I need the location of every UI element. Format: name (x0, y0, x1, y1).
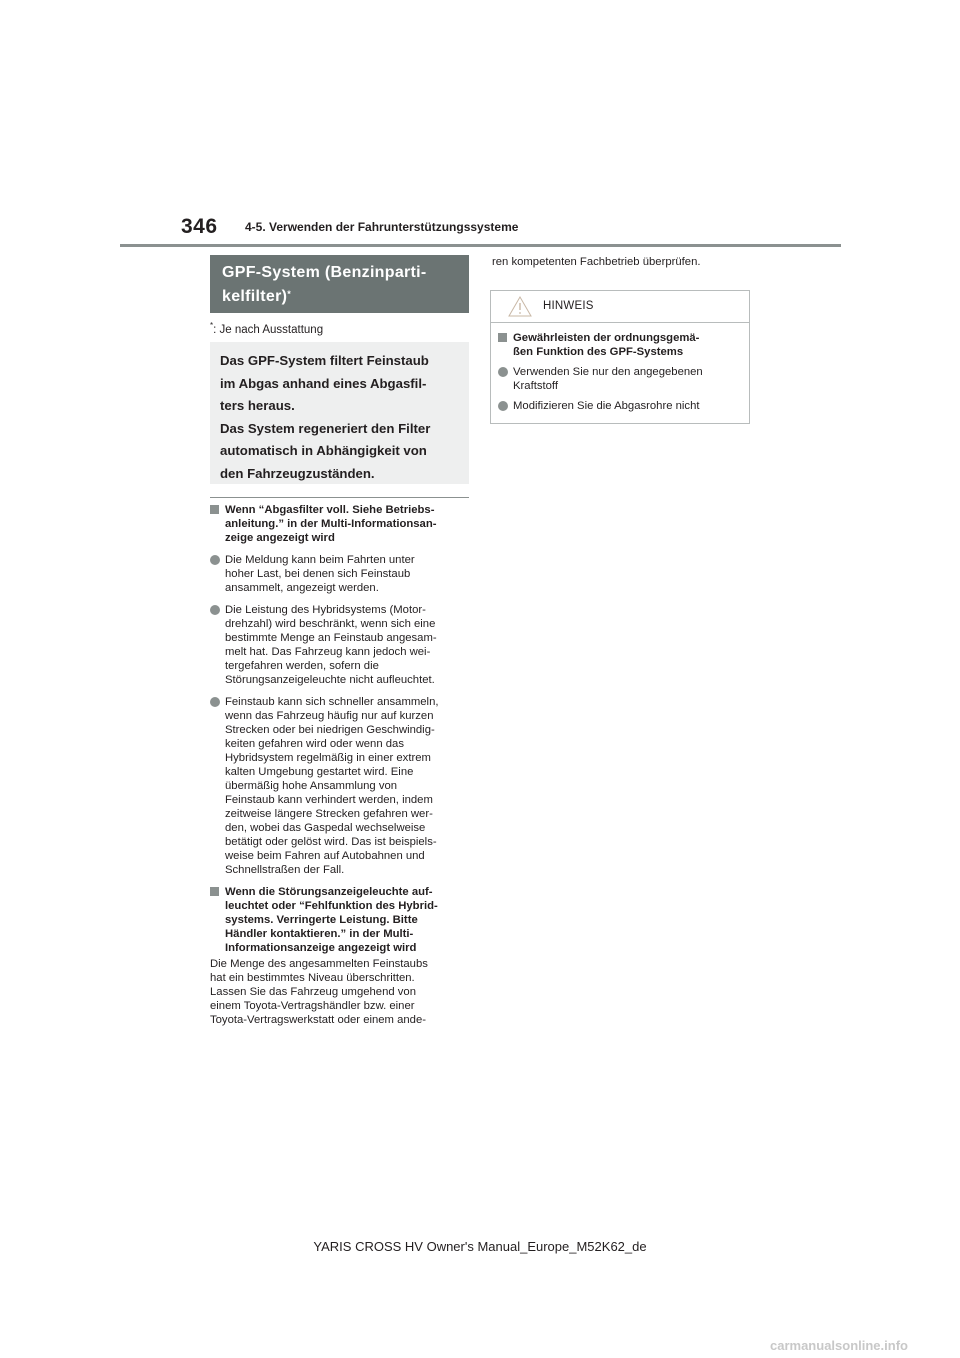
text-line: Die Leistung des Hybridsystems (Motor- (225, 604, 426, 616)
notice-body (491, 323, 749, 413)
list-item (210, 603, 470, 687)
subheading-abgasfilter (210, 503, 470, 545)
section-title-line2: kelfilter) (222, 288, 288, 305)
list-item (498, 365, 739, 393)
intro-line: Das GPF-System filtert Feinstaub (220, 353, 429, 368)
paragraph (210, 957, 470, 1027)
text-line: bestimmte Menge an Feinstaub angesam- (225, 632, 437, 644)
text-line: Störungsanzeigeleuchte nicht aufleuchtet. (225, 674, 435, 686)
circle-bullet-icon (210, 555, 220, 565)
list-item (210, 553, 470, 595)
text-line: einem Toyota-Vertragshändler bzw. einer (210, 1000, 415, 1012)
footnote-text: : Je nach Ausstattung (213, 324, 324, 336)
text-line: betätigt oder gelöst wird. Das ist beispiels- (225, 836, 437, 848)
circle-bullet-icon (498, 367, 508, 377)
text-line: Modifizieren Sie die Abgasrohre nicht (513, 400, 700, 412)
chapter-title: 4-5. Verwenden der Fahrunterstützungssysteme (245, 220, 519, 234)
watermark: carmanualsonline.info (770, 1338, 908, 1353)
square-bullet-icon (210, 887, 219, 896)
text-line: Feinstaub kann sich schneller ansammeln, (225, 696, 439, 708)
text-line: melt hat. Das Fahrzeug kann jedoch wei- (225, 646, 431, 658)
text-line: Lassen Sie das Fahrzeug umgehend von (210, 986, 416, 998)
square-bullet-icon (210, 505, 219, 514)
section-title-line1: GPF-System (Benzinparti- (222, 264, 427, 281)
text-line: Gewährleisten der ordnungsgemä- (513, 332, 700, 344)
text-line: Kraftstoff (513, 380, 558, 392)
text-line: ßen Funktion des GPF-Systems (513, 346, 684, 358)
text-line: Die Meldung kann beim Fahrten unter (225, 554, 415, 566)
text-line: tergefahren werden, sofern die (225, 660, 379, 672)
text-line: hat ein bestimmtes Niveau überschritten. (210, 972, 415, 984)
intro-line: im Abgas anhand eines Abgasfil- (220, 375, 427, 391)
text-line: weise beim Fahren auf Autobahnen und (225, 850, 425, 862)
footer-text: YARIS CROSS HV Owner's Manual_Europe_M52K62_de (313, 1239, 647, 1254)
text-line: Schnellstraßen der Fall. (225, 864, 345, 876)
intro-box (210, 342, 469, 484)
section-title-mark: * (287, 289, 292, 299)
header-rule (120, 244, 841, 247)
text-line: Verwenden Sie nur den angegebenen (513, 366, 703, 378)
notice-box (490, 290, 750, 424)
section-divider (210, 497, 469, 498)
intro-line: den Fahrzeugzuständen. (220, 465, 375, 481)
text-line: anleitung.” in der Multi-Informationsan- (225, 518, 437, 530)
circle-bullet-icon (210, 605, 220, 615)
list-item (498, 399, 739, 413)
square-bullet-icon (498, 333, 507, 342)
circle-bullet-icon (210, 697, 220, 707)
left-column (210, 503, 470, 1027)
text-line: Wenn die Störungsanzeigeleuchte auf- (225, 886, 433, 898)
text-line: Hybridsystem regelmäßig in einer extrem (225, 752, 431, 764)
page-number: 346 (181, 215, 218, 238)
footnote-mark: * (210, 321, 214, 330)
list-item (210, 695, 470, 877)
text-line: Händler kontaktieren.” in der Multi- (225, 928, 414, 940)
text-line: Strecken oder bei niedrigen Geschwindig- (225, 724, 435, 736)
footnote (210, 321, 324, 336)
text-line: Die Menge des angesammelten Feinstaubs (210, 958, 428, 970)
text-line: systems. Verringerte Leistung. Bitte (225, 914, 418, 926)
text-line: den, wobei das Gaspedal wechselweise (225, 822, 426, 834)
text-line: zeige angezeigt wird (225, 532, 335, 544)
text-line: Informationsanzeige angezeigt wird (225, 942, 417, 954)
intro-line: Das System regeneriert den Filter (220, 420, 431, 436)
warning-triangle-icon (508, 296, 532, 322)
text-line: keiten gefahren wird oder wenn das (225, 738, 404, 750)
text-line: Feinstaub kann verhindert werden, indem (225, 794, 433, 806)
text-line: ansammelt, angezeigt werden. (225, 582, 379, 594)
text-line: kalten Umgebung gestartet wird. Eine (225, 766, 414, 778)
section-heading (210, 255, 469, 313)
text-line: Wenn “Abgasfilter voll. Siehe Betriebs- (225, 504, 435, 516)
notice-header (491, 291, 749, 323)
text-line: drehzahl) wird beschränkt, wenn sich eine (225, 618, 436, 630)
text-line: leuchtet oder “Fehlfunktion des Hybrid- (225, 900, 438, 912)
text-line: hoher Last, bei denen sich Feinstaub (225, 568, 411, 580)
intro-line: automatisch in Abhängigkeit von (220, 443, 427, 459)
subheading-stoerung (210, 885, 470, 955)
paragraph-continuation: ren kompetenten Fachbetrieb überprüfen. (492, 256, 701, 268)
text-line: übermäßig hohe Ansammlung von (225, 780, 398, 792)
text-line: wenn das Fahrzeug häufig nur auf kurzen (225, 710, 434, 722)
notice-title: HINWEIS (543, 300, 594, 312)
intro-line: ters heraus. (220, 398, 295, 414)
circle-bullet-icon (498, 401, 508, 411)
text-line: zeitweise längere Strecken gefahren wer- (225, 808, 433, 820)
text-line: Toyota-Vertragswerkstatt oder einem ande- (210, 1014, 427, 1026)
notice-heading (498, 331, 739, 359)
